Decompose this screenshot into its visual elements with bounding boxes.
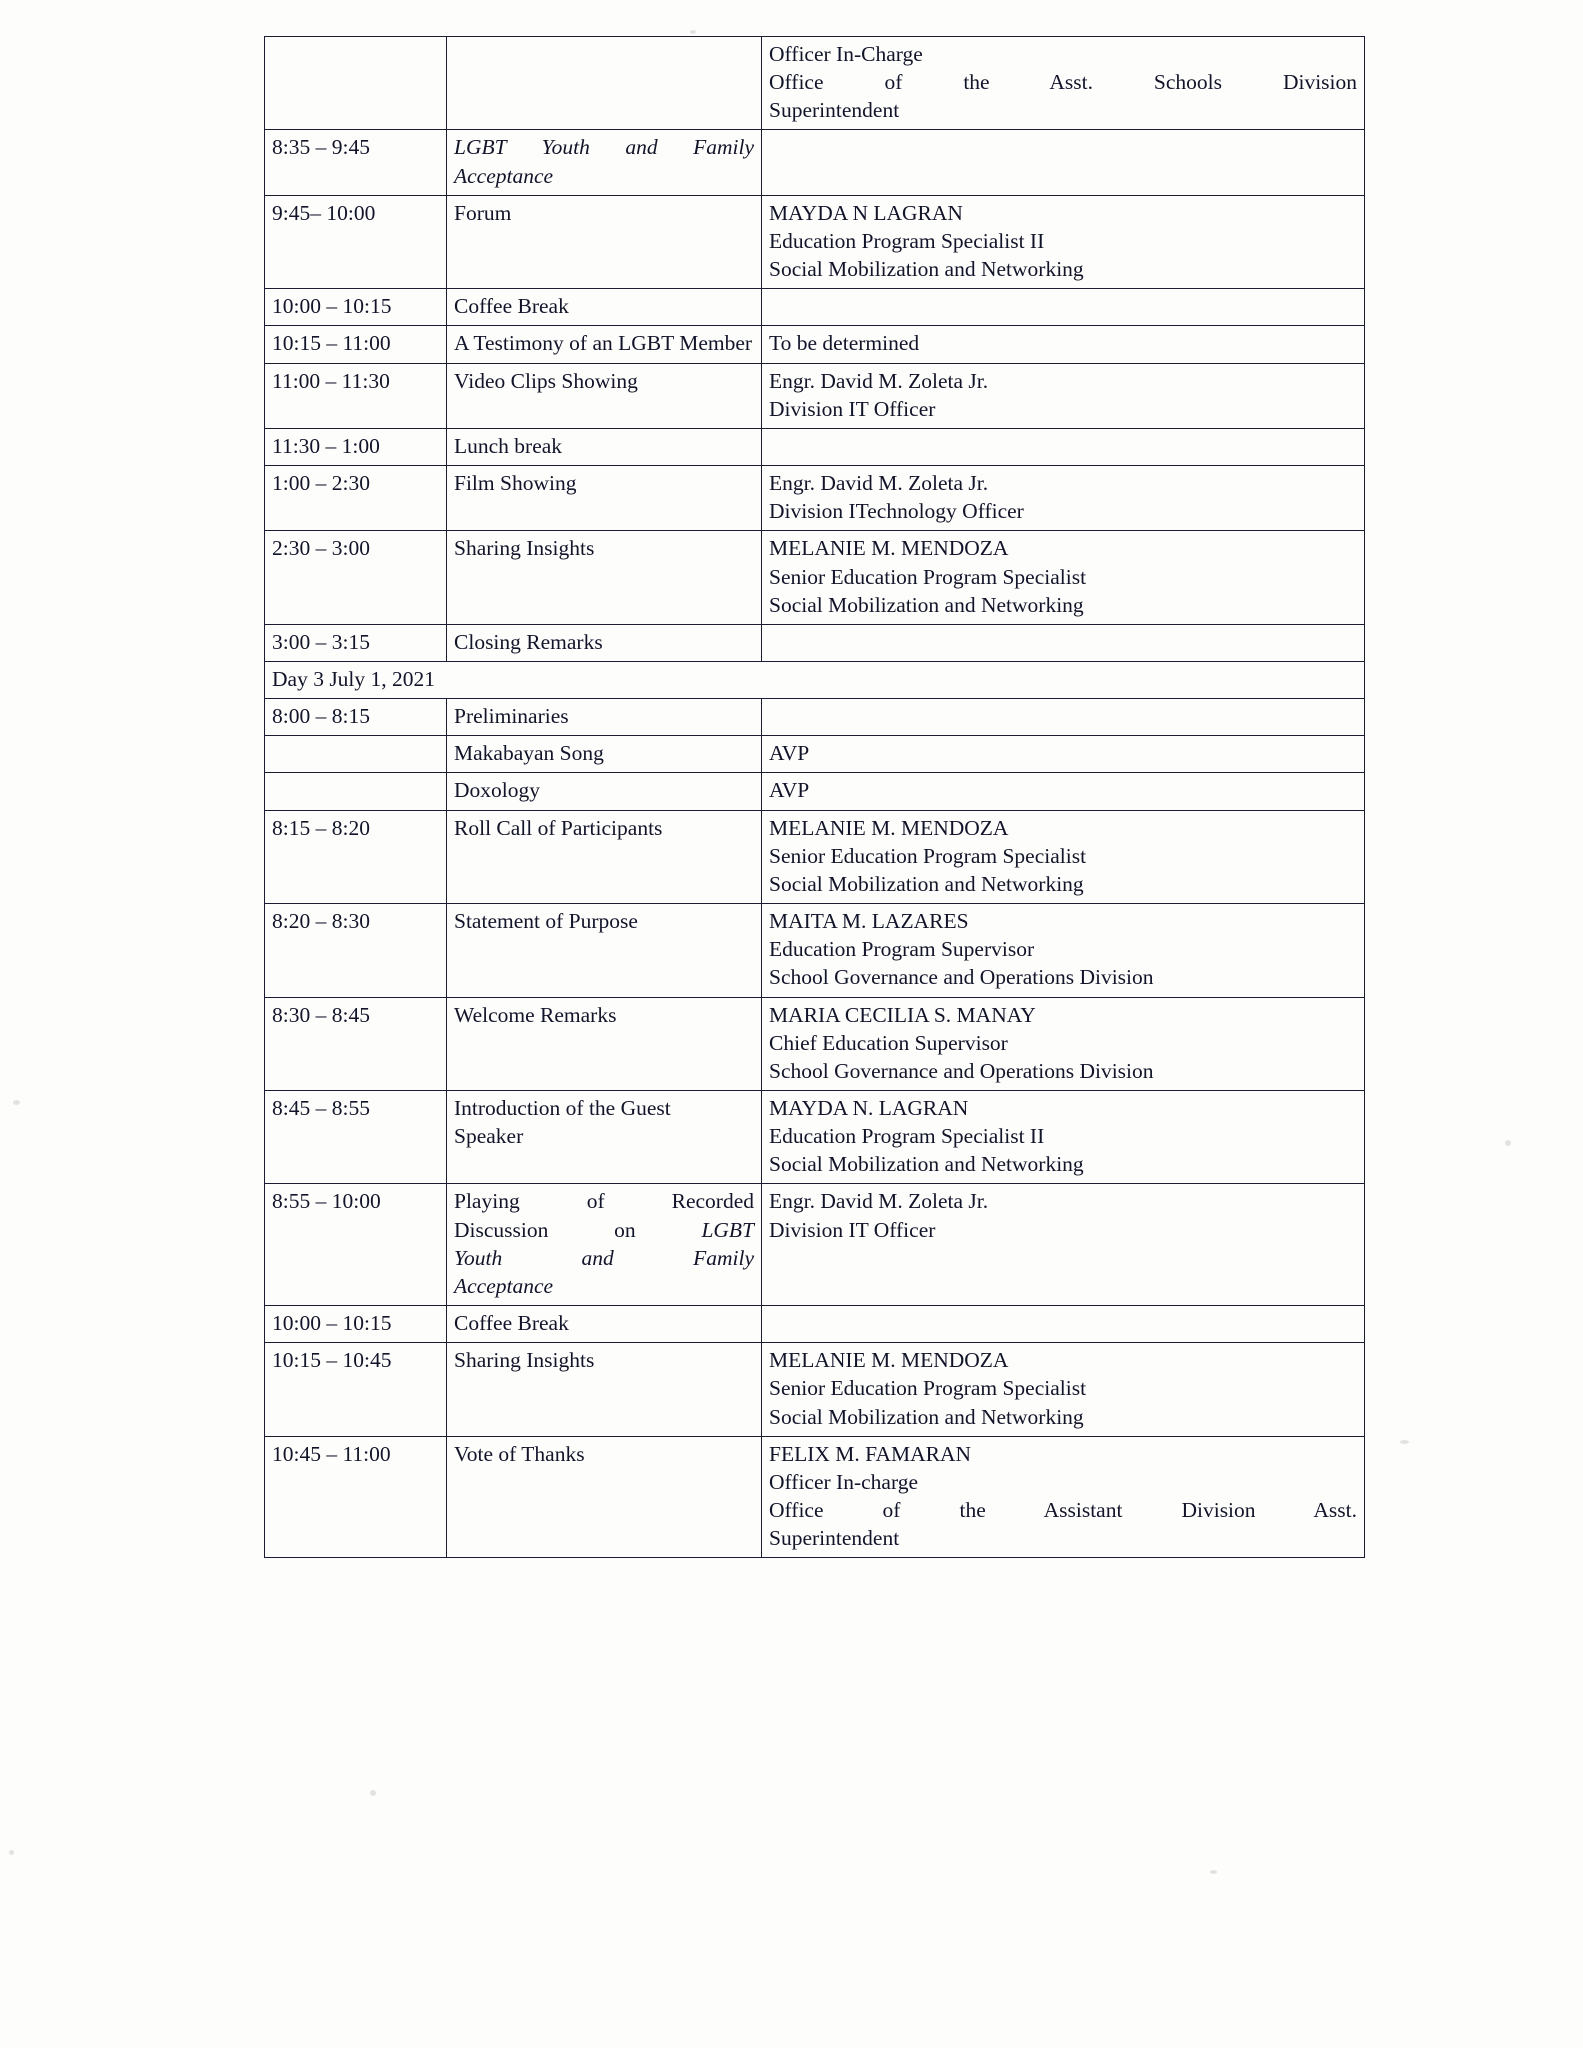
cell-activity	[447, 1184, 762, 1306]
cell-time: 10:00 – 10:15	[265, 1306, 447, 1343]
person-line: Engr. David M. Zoleta Jr.	[769, 471, 989, 496]
person-line: Senior Education Program Specialist	[769, 564, 1087, 589]
cell-activity: Makabayan Song	[447, 736, 762, 773]
cell-time: 3:00 – 3:15	[265, 624, 447, 661]
person-line: Education Program Specialist II	[769, 228, 1045, 253]
cell-activity: Statement of Purpose	[447, 904, 762, 997]
cell-person	[762, 326, 1365, 363]
table-row	[265, 1436, 1365, 1558]
cell-time: 8:45 – 8:55	[265, 1091, 447, 1184]
person-line: Senior Education Program Specialist	[769, 1376, 1087, 1401]
table-row	[265, 997, 1365, 1090]
person-line: Office of the Asst. Schools Division	[769, 70, 1358, 95]
cell-person	[762, 904, 1365, 997]
table-row	[265, 1091, 1365, 1184]
table-row	[265, 130, 1365, 195]
table-row	[265, 810, 1365, 903]
table-row	[265, 699, 1365, 736]
cell-time: 10:00 – 10:15	[265, 289, 447, 326]
cell-activity	[447, 130, 762, 195]
cell-activity: Preliminaries	[447, 699, 762, 736]
cell-person	[762, 1436, 1365, 1558]
cell-person	[762, 1184, 1365, 1306]
activity-line: Acceptance	[454, 1273, 554, 1298]
cell-time: 10:45 – 11:00	[265, 1436, 447, 1558]
table-row	[265, 37, 1365, 130]
cell-activity: Video Clips Showing	[447, 363, 762, 428]
person-line: Officer In-charge	[769, 1469, 919, 1494]
activity-line: Introduction of the Guest	[454, 1096, 671, 1120]
cell-person	[762, 195, 1365, 288]
cell-activity	[447, 1091, 762, 1184]
cell-activity: Sharing Insights	[447, 1343, 762, 1436]
person-line: MAYDA N. LAGRAN	[769, 1096, 969, 1120]
cell-time: 8:35 – 9:45	[265, 130, 447, 195]
person-line: Education Program Supervisor	[769, 937, 1035, 962]
cell-activity: Film Showing	[447, 466, 762, 531]
cell-time: 10:15 – 10:45	[265, 1343, 447, 1436]
cell-person	[762, 531, 1365, 624]
person-line: Office of the Assistant Division Asst.	[769, 1498, 1357, 1523]
cell-time: 11:30 – 1:00	[265, 428, 447, 465]
person-line: Senior Education Program Specialist	[769, 843, 1087, 868]
cell-time: 1:00 – 2:30	[265, 466, 447, 531]
person-line: Superintendent	[769, 1526, 900, 1551]
cell-time: 10:15 – 11:00	[265, 326, 447, 363]
table-row	[265, 466, 1365, 531]
table-row	[265, 773, 1365, 810]
cell-activity	[447, 37, 762, 130]
person-line: MARIA CECILIA S. MANAY	[769, 1002, 1036, 1027]
table-row	[265, 904, 1365, 997]
person-line: Division IT Officer	[769, 1217, 936, 1242]
person-line: Division ITechnology Officer	[769, 499, 1024, 524]
cell-activity: A Testimony of an LGBT Member	[447, 326, 762, 363]
person-line: Division IT Officer	[769, 396, 936, 421]
cell-time	[265, 37, 447, 130]
cell-person	[762, 810, 1365, 903]
cell-activity: Welcome Remarks	[447, 997, 762, 1090]
cell-time: 8:20 – 8:30	[265, 904, 447, 997]
agenda-table	[264, 36, 1365, 1558]
activity-line: LGBT Youth and Family	[454, 135, 755, 160]
activity-line: Playing of Recorded	[454, 1189, 755, 1214]
activity-line: Speaker	[454, 1124, 524, 1149]
activity-line: Discussion on LGBT	[454, 1217, 755, 1242]
person-line: MELANIE M. MENDOZA	[769, 536, 1009, 561]
cell-activity: Sharing Insights	[447, 531, 762, 624]
person-line: Social Mobilization and Networking	[769, 592, 1084, 617]
table-row	[265, 428, 1365, 465]
person-line: FELIX M. FAMARAN	[769, 1441, 972, 1466]
person-line: MAITA M. LAZARES	[769, 909, 969, 934]
person-line: Officer In-Charge	[769, 42, 923, 66]
person-line: Engr. David M. Zoleta Jr.	[769, 1189, 989, 1214]
person-line: Social Mobilization and Networking	[769, 1152, 1084, 1177]
cell-time: 8:30 – 8:45	[265, 997, 447, 1090]
person-line: Superintendent	[769, 98, 900, 123]
cell-person	[762, 428, 1365, 465]
table-row	[265, 531, 1365, 624]
table-row	[265, 1343, 1365, 1436]
cell-time	[265, 773, 447, 810]
table-row	[265, 289, 1365, 326]
cell-time	[265, 736, 447, 773]
person-line: Education Program Specialist II	[769, 1124, 1045, 1149]
cell-time: 8:00 – 8:15	[265, 699, 447, 736]
cell-person	[762, 624, 1365, 661]
cell-activity: Coffee Break	[447, 289, 762, 326]
person-line: Social Mobilization and Networking	[769, 257, 1084, 282]
person-line: School Governance and Operations Division	[769, 1058, 1154, 1083]
cell-time: 9:45– 10:00	[265, 195, 447, 288]
cell-time: 8:55 – 10:00	[265, 1184, 447, 1306]
cell-time: 8:15 – 8:20	[265, 810, 447, 903]
person-line: Social Mobilization and Networking	[769, 1404, 1084, 1429]
cell-person	[762, 699, 1365, 736]
activity-line: Youth and Family	[454, 1245, 754, 1270]
table-row	[265, 195, 1365, 288]
cell-person	[762, 1091, 1365, 1184]
cell-time: 11:00 – 11:30	[265, 363, 447, 428]
cell-person	[762, 289, 1365, 326]
person-line: School Governance and Operations Division	[769, 965, 1154, 990]
cell-time: 2:30 – 3:00	[265, 531, 447, 624]
cell-person	[762, 363, 1365, 428]
cell-person: AVP	[762, 773, 1365, 810]
person-line: Social Mobilization and Networking	[769, 871, 1084, 896]
table-row	[265, 624, 1365, 661]
cell-activity: Lunch break	[447, 428, 762, 465]
cell-person: AVP	[762, 736, 1365, 773]
cell-person	[762, 997, 1365, 1090]
cell-activity: Closing Remarks	[447, 624, 762, 661]
table-row	[265, 736, 1365, 773]
cell-person	[762, 1343, 1365, 1436]
table-row	[265, 1184, 1365, 1306]
cell-activity: Doxology	[447, 773, 762, 810]
person-line: Engr. David M. Zoleta Jr.	[769, 368, 989, 393]
table-row	[265, 326, 1365, 363]
cell-person	[762, 37, 1365, 130]
person-line: MELANIE M. MENDOZA	[769, 1348, 1009, 1373]
cell-person	[762, 130, 1365, 195]
day-header-row	[265, 661, 1365, 698]
person-line: Chief Education Supervisor	[769, 1030, 1008, 1055]
cell-activity: Forum	[447, 195, 762, 288]
cell-activity: Roll Call of Participants	[447, 810, 762, 903]
person-line: To be determined	[769, 331, 920, 356]
activity-line: Acceptance	[454, 163, 554, 188]
table-row	[265, 1306, 1365, 1343]
cell-activity: Vote of Thanks	[447, 1436, 762, 1558]
cell-activity: Coffee Break	[447, 1306, 762, 1343]
table-row	[265, 363, 1365, 428]
cell-person	[762, 466, 1365, 531]
cell-person	[762, 1306, 1365, 1343]
person-line: MELANIE M. MENDOZA	[769, 815, 1009, 840]
person-line: MAYDA N LAGRAN	[769, 200, 963, 225]
day-header: Day 3 July 1, 2021	[265, 661, 1365, 698]
